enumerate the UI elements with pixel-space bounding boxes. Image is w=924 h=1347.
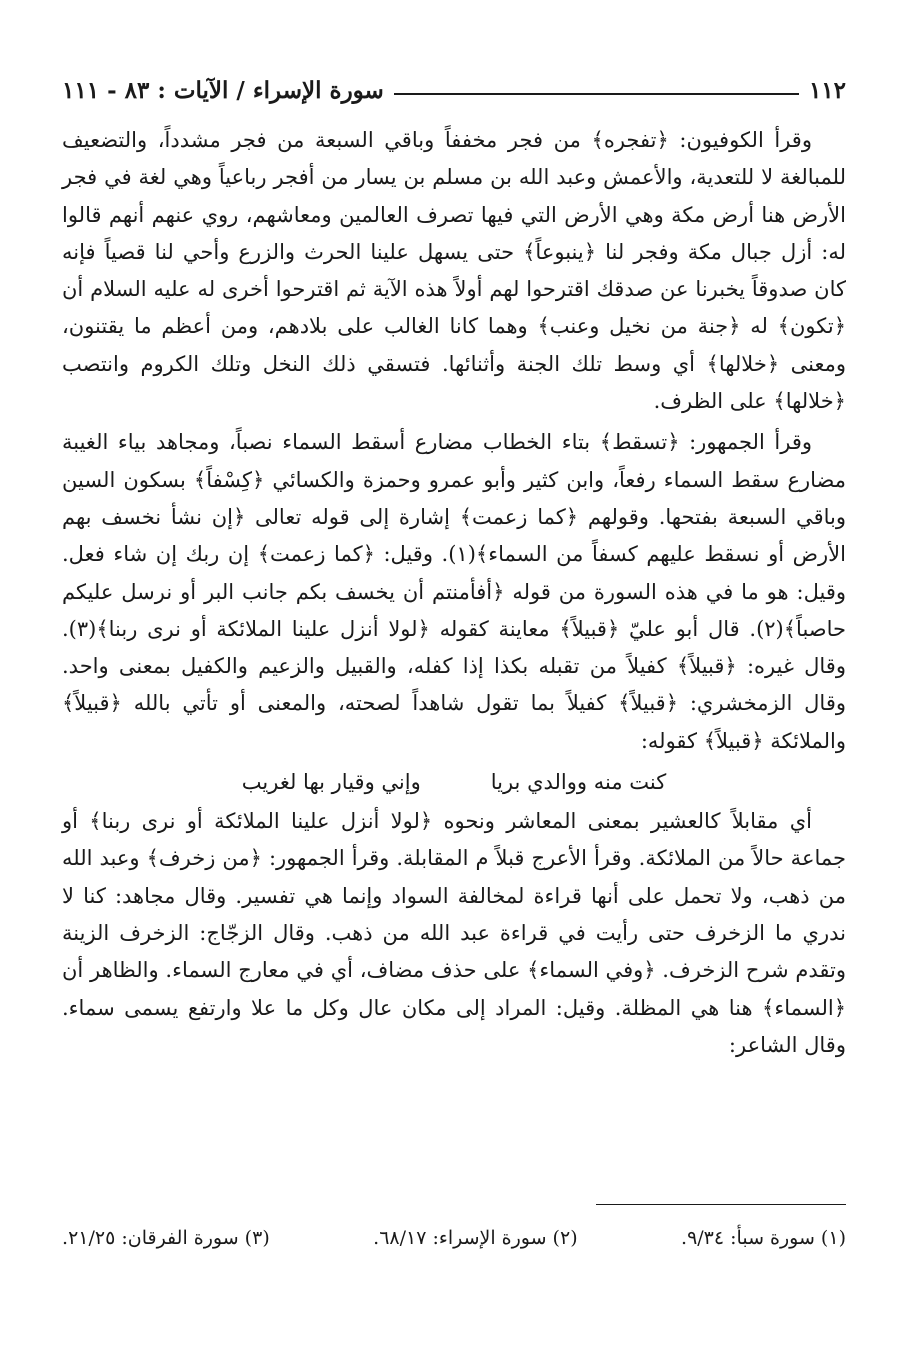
footnote-separator — [596, 1204, 846, 1205]
body-text — [62, 122, 846, 1064]
header-rule — [394, 93, 799, 95]
verse-first-hemistich: كنت منه ووالدي بريا — [490, 770, 667, 795]
page-number: ١١٢ — [808, 76, 846, 104]
running-title: سورة الإسراء / الآيات : ٨٣ - ١١١ — [62, 76, 384, 104]
paragraph-2: وقرأ الجمهور: ﴿تسقط﴾ بتاء الخطاب مضارع أسقط السماء نصباً، ومجاهد بياء الغيبة مضارع سقط السماء رفعاً، وابن كثير وأبو عمرو وحمزة والكسائي ﴿كِسْفاً﴾ بسكون السين وباقي السبعة بفتحها. وقولهم ﴿كما زعمت﴾ إشارة إلى قوله تعالى ﴿إن نشأ نخسف بهم الأرض أو نسقط عليهم كسفاً من السماء﴾(١). وقيل: ﴿كما زعمت﴾ إن ربك إن شاء فعل. وقيل: هو ما في هذه السورة من قوله ﴿أفأمنتم أن يخسف بكم جانب البر أو نرسل عليكم حاصباً﴾(٢). قال أبو عليّ ﴿قبيلاً﴾ معاينة كقوله ﴿لولا أنزل علينا الملائكة أو نرى ربنا﴾(٣). وقال غيره: ﴿قبيلاً﴾ كفيلاً من تقبله بكذا إذا كفله، والقبيل والزعيم والكفيل بمعنى واحد. وقال الزمخشري: ﴿قبيلاً﴾ كفيلاً بما تقول شاهداً لصحته، والمعنى أو تأتي بالله ﴿قبيلاً﴾ والملائكة ﴿قبيلاً﴾ كقوله: — [62, 430, 846, 753]
footnotes — [62, 1224, 846, 1252]
paragraph-1: وقرأ الكوفيون: ﴿تفجره﴾ من فجر مخففاً وباقي السبعة من فجر مشدداً، والتضعيف للمبالغة لا للتعدية، والأعمش وعبد الله بن مسلم بن يسار من أفجر رباعياً وهي لغة في فجر الأرض هنا أرض مكة وهي الأرض التي فيها تصرف العالمين ومعاشهم، روي عنهم أنهم قالوا له: أزل جبال مكة وفجر لنا ﴿ينبوعاً﴾ حتى يسهل علينا الحرث والزرع وأحي لنا قصياً فإنه كان صدوقاً يخبرنا عن صدقك اقترحوا لهم أولاً هذه الآية ثم اقترحوا أخرى له عليه السلام أن ﴿تكون﴾ له ﴿جنة من نخيل وعنب﴾ وهما كانا الغالب على بلادهم، ومن أعظم ما يقتنون، ومعنى ﴿خلالها﴾ أي وسط تلك الجنة وأثنائها. فتسقي ذلك النخل وتلك الكروم وانتصب ﴿خلالها﴾ على الظرف. — [62, 128, 846, 414]
footnote-3: (٣) سورة الفرقان: ٢١/٢٥. — [62, 1227, 270, 1249]
verse-second-hemistich: وإني وقيار بها لغريب — [241, 770, 421, 795]
footnote-1: (١) سورة سبأ: ٩/٣٤. — [681, 1227, 846, 1249]
paragraph-3: أي مقابلاً كالعشير بمعنى المعاشر ونحوه ﴿لولا أنزل علينا الملائكة أو نرى ربنا﴾ أو جماعة حالاً من الملائكة. وقرأ الأعرج قبلاً م المقابلة. وقرأ الجمهور: ﴿من زخرف﴾ وعبد الله من ذهب، ولا تحمل على أنها قراءة لمخالفة السواد وإنما هي تفسير. وقال مجاهد: كنا لا ندري ما الزخرف حتى رأيت في قراءة عبد الله من ذهب. وقال الزجّاج: الزخرف الزينة وتقدم شرح الزخرف. ﴿وفي السماء﴾ على حذف مضاف، أي في معارج السماء. والظاهر أن ﴿السماء﴾ هنا هي المظلة. وقيل: المراد إلى مكان عال وكل ما علا وارتفع يسمى سماء. وقال الشاعر: — [62, 809, 846, 1057]
page-header — [62, 70, 846, 110]
poetry-verse — [62, 764, 846, 801]
footnote-2: (٢) سورة الإسراء: ٦٨/١٧. — [373, 1227, 578, 1249]
